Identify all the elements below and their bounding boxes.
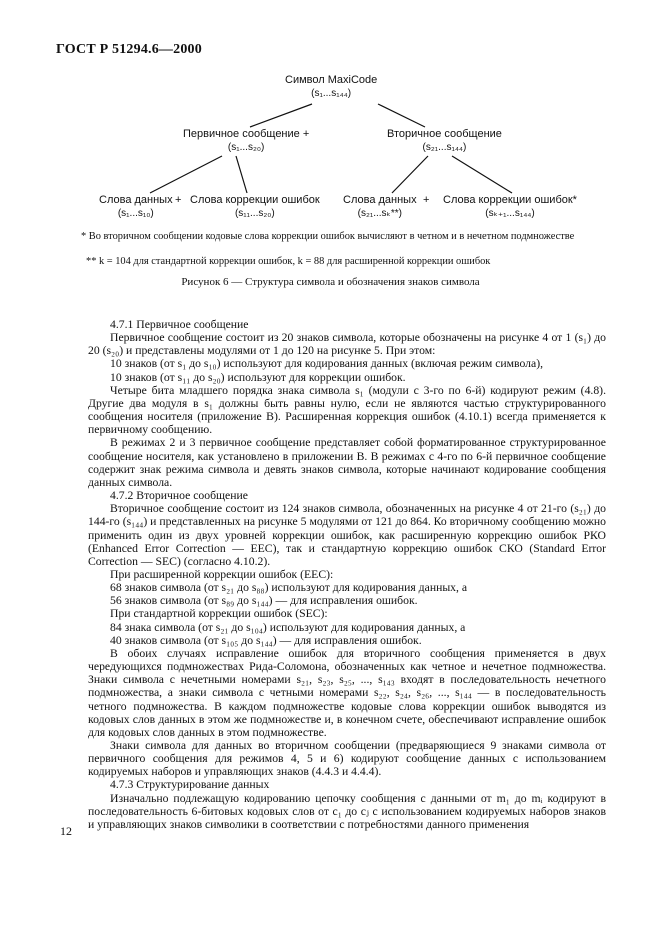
paragraph: 84 знака символа (от s₂₁ до s₁₀₄) используют для кодирования данных, а bbox=[110, 620, 466, 634]
secondary-node-label: Вторичное сообщение bbox=[387, 128, 502, 140]
secondary-ecc-node bbox=[443, 194, 577, 220]
secondary-data-label: Слова данных bbox=[343, 194, 417, 206]
paragraph: В обоих случаях исправление ошибок для вторичного сообщения применяется в двух чередующихся подмножествах Рида-Соломона, обозначенных как четное и нечетное подмножества. Знаки символа с нечетными номерами s₂₁, s₂₃, s₂₅, ..., s₁₄₃ входят в последовательность нечетного подмножества, а знаки символа с четными номерами s₂₂, s₂₄, s₂₆, ..., s₁₄₄ — в последовательность четного подмножества. В каждом подмножестве кодовые слова коррекции ошибок выводятся из кодовых слов данных в этом же подмножестве и, в конечном счете, обеспечивают исправление ошибок для кодовых слов данных в этом подмножестве. bbox=[88, 646, 606, 739]
footnote-2: ** k = 104 для стандартной коррекции ошибок, k = 88 для расширенной коррекции ошибок bbox=[86, 256, 491, 267]
secondary-data-range: (s₂₁...sₖ**) bbox=[357, 208, 402, 219]
line-primary-ecc bbox=[236, 156, 247, 193]
root-node-label: Символ MaxiCode bbox=[285, 74, 378, 86]
primary-data-range: (s₁...s₁₀) bbox=[117, 208, 154, 219]
line-secondary-data bbox=[392, 156, 428, 193]
secondary-node-range: (s₂₁...s₁₄₄) bbox=[422, 142, 467, 153]
paragraph: Вторичное сообщение состоит из 124 знаков символа, обозначенных на рисунке 4 от 21-го (s₂₁) до 144-го (s₁₄₄) и представленных на рисунке 5 модулями от 121 до 864. Ко вторичному сообщению можно применить один из двух уровней коррекции ошибок, как расширенную коррекцию ошибок РКО (Enhanced Error Correction — EEC), так и стандартную коррекцию ошибок СКО (Standard Error Correction — SEC) (согласно 4.10.2). bbox=[88, 502, 606, 568]
line-secondary-ecc bbox=[452, 156, 512, 193]
paragraph: Четыре бита младшего порядка знака символа s₁ (модули с 3-го по 6-й) кодируют режим (4.8). Другие два модуля в s₁ должны быть равны нулю, если не являются частью структурированного сообщения носителя (приложение В). Расширенная коррекция ошибок (4.10.1) всегда применяется к первичному сообщению. bbox=[88, 383, 606, 437]
primary-node bbox=[183, 128, 309, 154]
primary-ecc-node bbox=[190, 194, 320, 220]
primary-node-label: Первичное сообщение + bbox=[183, 128, 310, 140]
secondary-ecc-label: Слова коррекции ошибок* bbox=[443, 194, 577, 206]
paragraph: При расширенной коррекции ошибок (EEC): bbox=[110, 567, 334, 581]
primary-ecc-label: Слова коррекции ошибок bbox=[190, 194, 320, 206]
line-primary-data bbox=[150, 156, 222, 193]
paragraph: 68 знаков символа (от s₂₁ до s₈₈) используют для кодирования данных, а bbox=[110, 581, 468, 595]
secondary-node bbox=[387, 128, 502, 154]
paragraph: 10 знаков (от s₁ до s₁₀) используют для кодирования данных (включая режим символа), bbox=[110, 357, 544, 371]
paragraph: В режимах 2 и 3 первичное сообщение представляет собой форматированное структурированное сообщение носителя, как установлено в приложении В. В режимах с 4-го по 6-й первичное сообщение содержит знак режима символа и девять знаков символа, которые начинают кодирование сообщения данных символа. bbox=[88, 436, 606, 489]
root-node bbox=[285, 74, 377, 100]
figure-caption: Рисунок 6 — Структура символа и обозначения знаков символа bbox=[181, 276, 480, 288]
body-text bbox=[88, 318, 606, 831]
secondary-plus-sign: + bbox=[423, 194, 430, 206]
page-number: 12 bbox=[60, 824, 72, 838]
secondary-data-node bbox=[343, 194, 417, 220]
primary-node-range: (s₁...s₂₀) bbox=[227, 142, 265, 153]
primary-data-label: Слова данных bbox=[99, 194, 173, 206]
paragraph: Изначально подлежащую кодированию цепочку сообщения с данными от m₁ до mᵢ кодируют в последовательность 6-битовых кодовых слов от c₁ до cⱼ с использованием кодируемых наборов знаков и управляющих знаков символики в соответствии с потребностями данного применения bbox=[88, 791, 606, 831]
footnote-1: * Во вторичном сообщении кодовые слова коррекции ошибок вычисляют в четном и в нечетном подмножестве bbox=[81, 231, 575, 242]
line-root-secondary bbox=[378, 104, 425, 127]
primary-data-node bbox=[99, 194, 173, 220]
line-root-primary bbox=[250, 104, 312, 127]
document-header: ГОСТ Р 51294.6—2000 bbox=[56, 42, 202, 57]
primary-plus-sign: + bbox=[175, 194, 182, 206]
paragraph: Знаки символа для данных во вторичном сообщении (предваряющиеся 9 знаками символа от первичного сообщения для режимов 4, 5 и 6) кодируют сообщение данных с использованием кодируемых наборов и управляющих знаков (4.4.3 и 4.4.4). bbox=[88, 739, 606, 779]
root-node-range: (s₁...s₁₄₄) bbox=[311, 88, 352, 99]
paragraph: Первичное сообщение состоит из 20 знаков символа, которые обозначены на рисунке 4 от 1 (s₁) до 20 (s₂₀) и представлены модулями от 1 до 120 на рисунке 5. При этом: bbox=[88, 331, 606, 358]
secondary-ecc-range: (sₖ₊₁...s₁₄₄) bbox=[485, 208, 535, 219]
primary-ecc-range: (s₁₁...s₂₀) bbox=[234, 208, 275, 219]
paragraph: 10 знаков (от s₁₁ до s₂₀) используют для коррекции ошибок. bbox=[110, 370, 406, 384]
section-heading-4-7-3: 4.7.3 Структурирование данных bbox=[110, 778, 270, 792]
section-heading-4-7-1: 4.7.1 Первичное сообщение bbox=[110, 318, 249, 331]
paragraph: При стандартной коррекции ошибок (SEC): bbox=[110, 607, 328, 621]
paragraph: 40 знаков символа (от s₁₀₅ до s₁₄₄) — для исправления ошибок. bbox=[110, 633, 422, 647]
section-heading-4-7-2: 4.7.2 Вторичное сообщение bbox=[110, 489, 248, 503]
paragraph: 56 знаков символа (от s₈₉ до s₁₄₄) — для исправления ошибок. bbox=[110, 594, 418, 608]
